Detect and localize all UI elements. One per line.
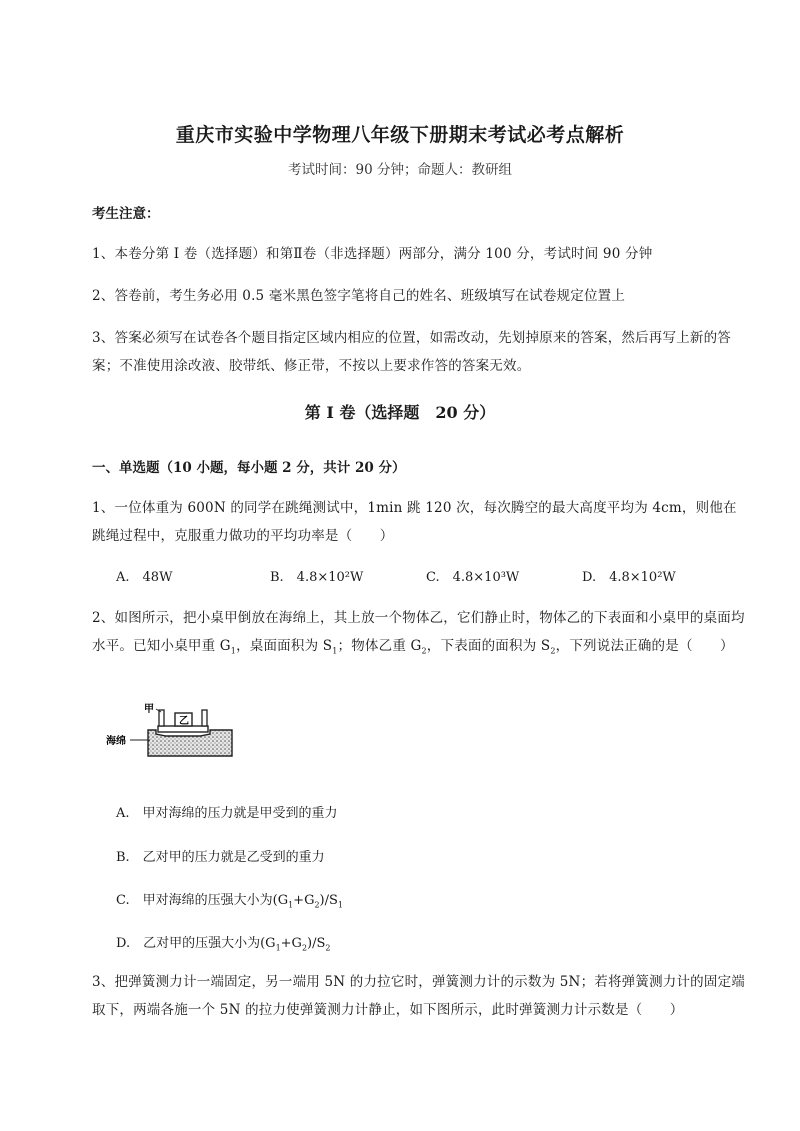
question-1-text: 1、一位体重为 600N 的同学在跳绳测试中，1min 跳 120 次，每次腾空的最大高度平均为 4cm，则他在跳绳过程中，克服重力做功的平均功率是（ ） [92,500,737,544]
table-leg-shape [159,710,164,726]
question-1-options [116,566,756,586]
q2-option-b: B. 乙对甲的压力就是乙受到的重力 [116,850,325,865]
page-title: 重庆市实验中学物理八年级下册期末考试必考点解析 [175,124,625,146]
table-leg-shape [202,710,207,726]
section-title: 第 I 卷（选择题 20 分） [304,403,496,422]
q1-option-c: C. 4.8×10³W [426,570,520,585]
question-3-text: 3、把弹簧测力计一端固定，另一端用 5N 的力拉它时，弹簧测力计的示数为 5N；若将弹簧测力计的固定端取下，两端各施一个 5N 的拉力使弹簧测力计静止，如下图所示，此时弹簧测力计示数是（ ） [92,974,745,1018]
question-2-text: 2、如图所示，把小桌甲倒放在海绵上，其上放一个物体乙，它们静止时，物体乙的下表面和小桌甲的桌面均水平。已知小桌甲重 $G_1$，桌面面积为 $S_1$；物体乙重 $G_2$，下表面的面积为 $S_2$，下列说法正确的是（ ） [92,610,745,656]
q1-option-b: B. 4.8×10²W [270,570,364,585]
sponge-shape [148,730,232,756]
sponge-table-figure [104,700,244,766]
q2-option-a: A. 甲对海绵的压力就是甲受到的重力 [116,806,338,821]
exam-info: 考试时间：90 分钟；命题人：教研组 [288,162,512,178]
q1-option-a: A. 48W [116,570,173,585]
figure-label-sponge: 海绵 [106,736,126,747]
q2-option-d: D. 乙对甲的压强大小为$(G_1+G_2)/S_2$ [116,936,331,953]
notice-item: 3、答案必须写在试卷各个题目指定区域内相应的位置，如需改动，先划掉原来的答案，然后再写上新的答案；不准使用涂改液、胶带纸、修正带，不按以上要求作答的答案无效。 [92,330,731,374]
figure-label-jia: 甲 [144,704,154,715]
figure-label-yi: 乙 [179,716,189,727]
q1-option-d: D. 4.8×10²W [582,570,676,585]
notice-heading: 考生注意： [92,206,160,222]
notice-item: 2、答卷前，考生务必用 0.5 毫米黑色签字笔将自己的姓名、班级填写在试卷规定位置上 [92,288,626,304]
figure-drawing [104,700,244,766]
notice-item: 1、本卷分第 I 卷（选择题）和第Ⅱ卷（非选择题）两部分，满分 100 分，考试时间 90 分钟 [92,246,653,262]
part-heading: 一、单选题（10 小题，每小题 2 分，共计 20 分） [92,460,406,476]
q2-option-c: C. 甲对海绵的压强大小为$(G_1+G_2)/S_1$ [116,893,343,910]
